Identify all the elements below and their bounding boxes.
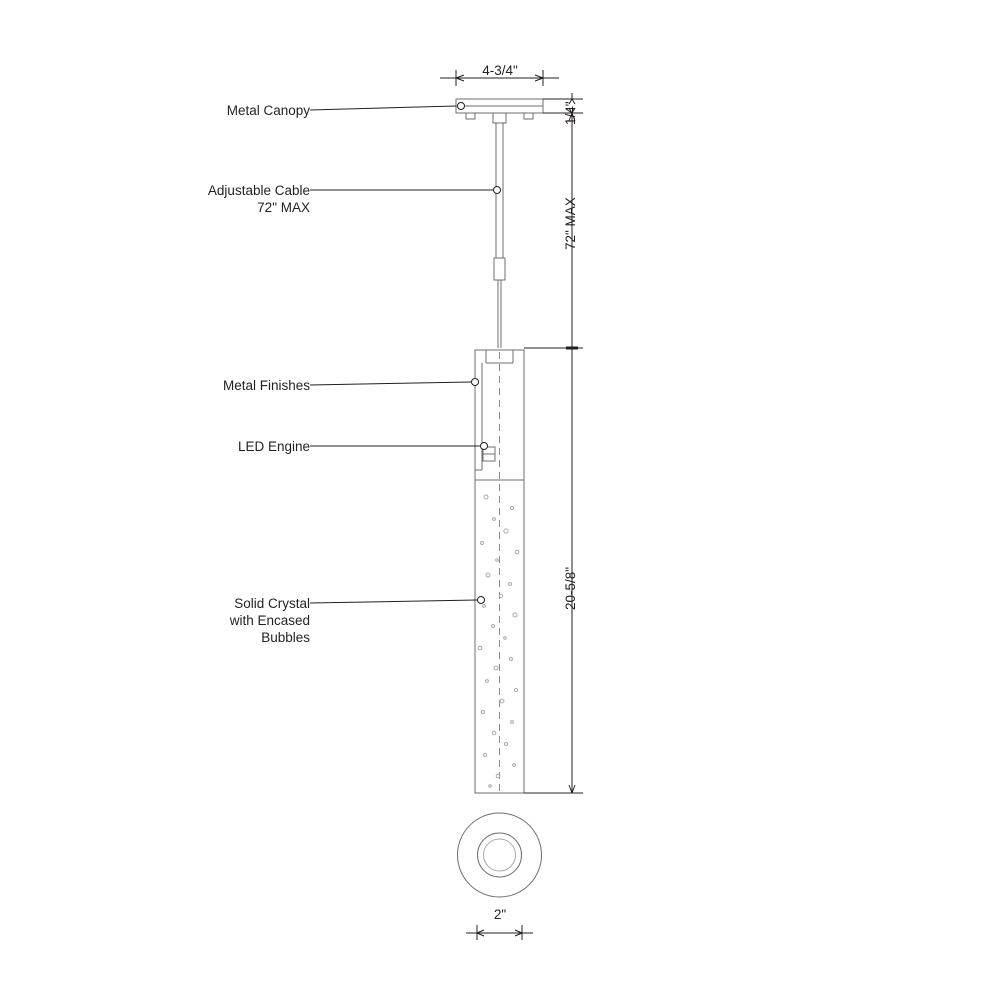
callout-label-metal-canopy: Metal Canopy: [226, 103, 310, 118]
plan-diameter-dimension-label: 2": [493, 907, 507, 922]
adjustable-cable-part: [494, 123, 505, 348]
plan-view: [458, 813, 542, 897]
callout-label-led-engine: LED Engine: [237, 439, 310, 454]
callout-line-1: Solid Crystal: [234, 596, 310, 611]
callout-line-3: Bubbles: [261, 630, 310, 645]
cable-length-dimension-label: 72" MAX: [563, 197, 578, 250]
plan-diameter-dimension: [466, 925, 533, 940]
callout-line-2: 72" MAX: [257, 200, 310, 215]
callout-label-adjustable-cable: [110, 182, 310, 216]
callout-label-metal-finishes: Metal Finishes: [222, 378, 310, 393]
callout-line-1: Adjustable Cable: [207, 183, 310, 198]
canopy-height-dimension-label: 1/4": [563, 101, 578, 125]
encased-bubbles: [478, 495, 519, 787]
leader-lines: [310, 103, 501, 604]
callout-line-2: with Encased: [229, 613, 310, 628]
metal-canopy-part: [456, 99, 543, 123]
canopy-width-dimension-label: 4-3/4": [482, 63, 518, 78]
callout-label-solid-crystal: [110, 595, 310, 646]
body-height-dimension-label: 20-5/8": [563, 566, 578, 610]
